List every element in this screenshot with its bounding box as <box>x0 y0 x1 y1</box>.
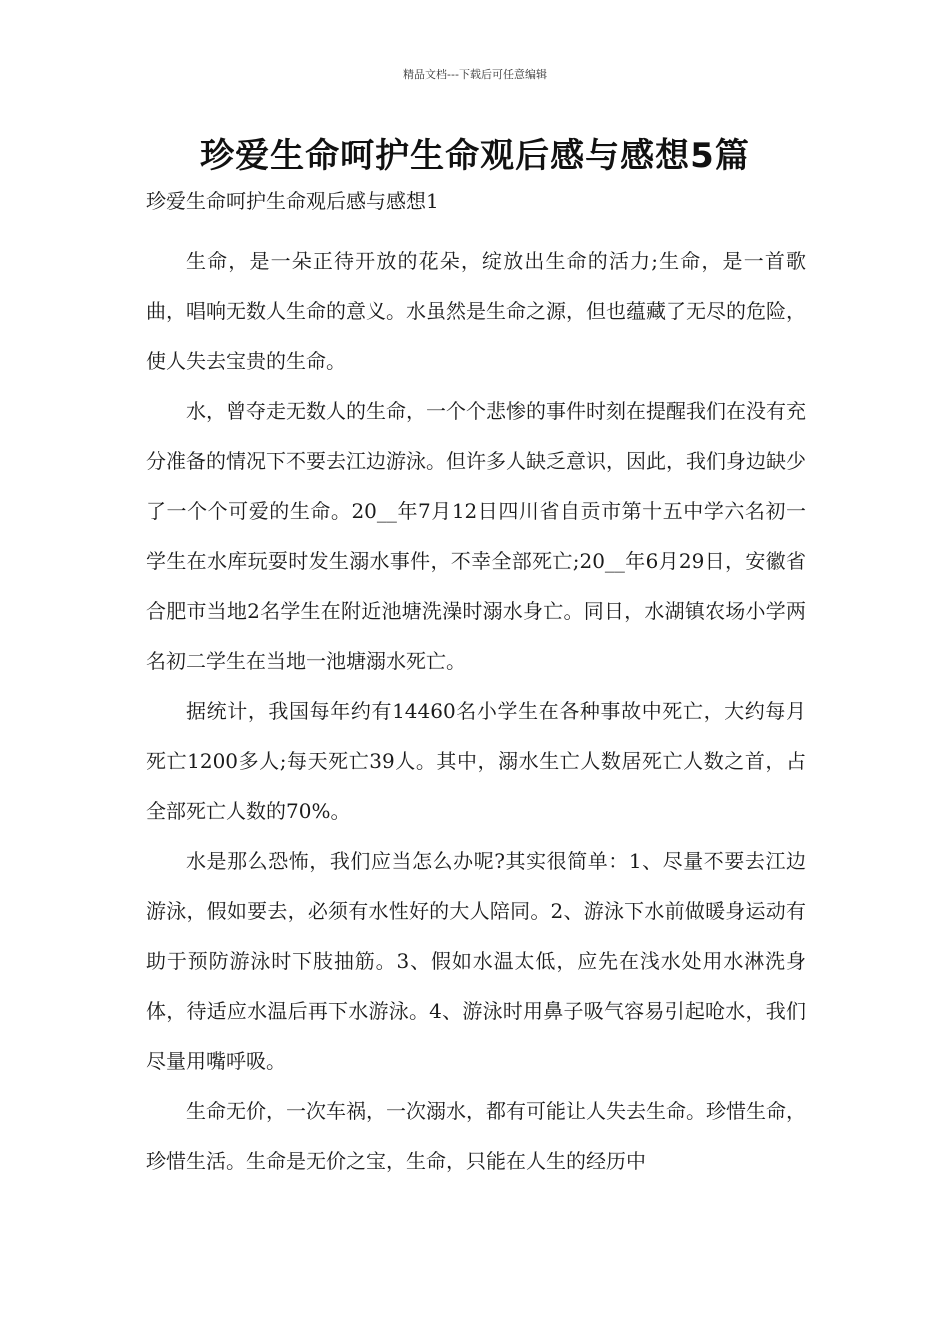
header-note: 精品文档---下载后可任意编辑 <box>403 68 547 81</box>
document-title: 珍爱生命呵护生命观后感与感想5篇 <box>200 136 750 176</box>
document-body <box>146 236 806 1186</box>
paragraph-4: 水是那么恐怖，我们应当怎么办呢?其实很简单：1、尽量不要去江边游泳，假如要去，必须有水性好的大人陪同。2、游泳下水前做暖身运动有助于预防游泳时下肢抽筋。3、假如水温太低，应先在浅水处用水淋洗身体，待适应水温后再下水游泳。4、游泳时用鼻子吸气容易引起呛水，我们尽量用嘴呼吸。 <box>146 849 806 1073</box>
paragraph-2: 水，曾夺走无数人的生命，一个个悲惨的事件时刻在提醒我们在没有充分准备的情况下不要去江边游泳。但许多人缺乏意识，因此，我们身边缺少了一个个可爱的生命。20__年7月12日四川省自贡市第十五中学六名初一学生在水库玩耍时发生溺水事件，不幸全部死亡;20__年6月29日，安徽省合肥市当地2名学生在附近池塘洗澡时溺水身亡。同日，水湖镇农场小学两名初二学生在当地一池塘溺水死亡。 <box>146 399 806 673</box>
section-subtitle: 珍爱生命呵护生命观后感与感想1 <box>146 189 439 213</box>
paragraph-5: 生命无价，一次车祸，一次溺水，都有可能让人失去生命。珍惜生命，珍惜生活。生命是无价之宝，生命，只能在人生的经历中 <box>146 1099 806 1173</box>
paragraph-1: 生命，是一朵正待开放的花朵，绽放出生命的活力;生命，是一首歌曲，唱响无数人生命的意义。水虽然是生命之源，但也蕴藏了无尽的危险，使人失去宝贵的生命。 <box>146 249 806 373</box>
paragraph-3: 据统计，我国每年约有14460名小学生在各种事故中死亡，大约每月死亡1200多人;每天死亡39人。其中，溺水生亡人数居死亡人数之首，占全部死亡人数的70%。 <box>146 699 806 823</box>
